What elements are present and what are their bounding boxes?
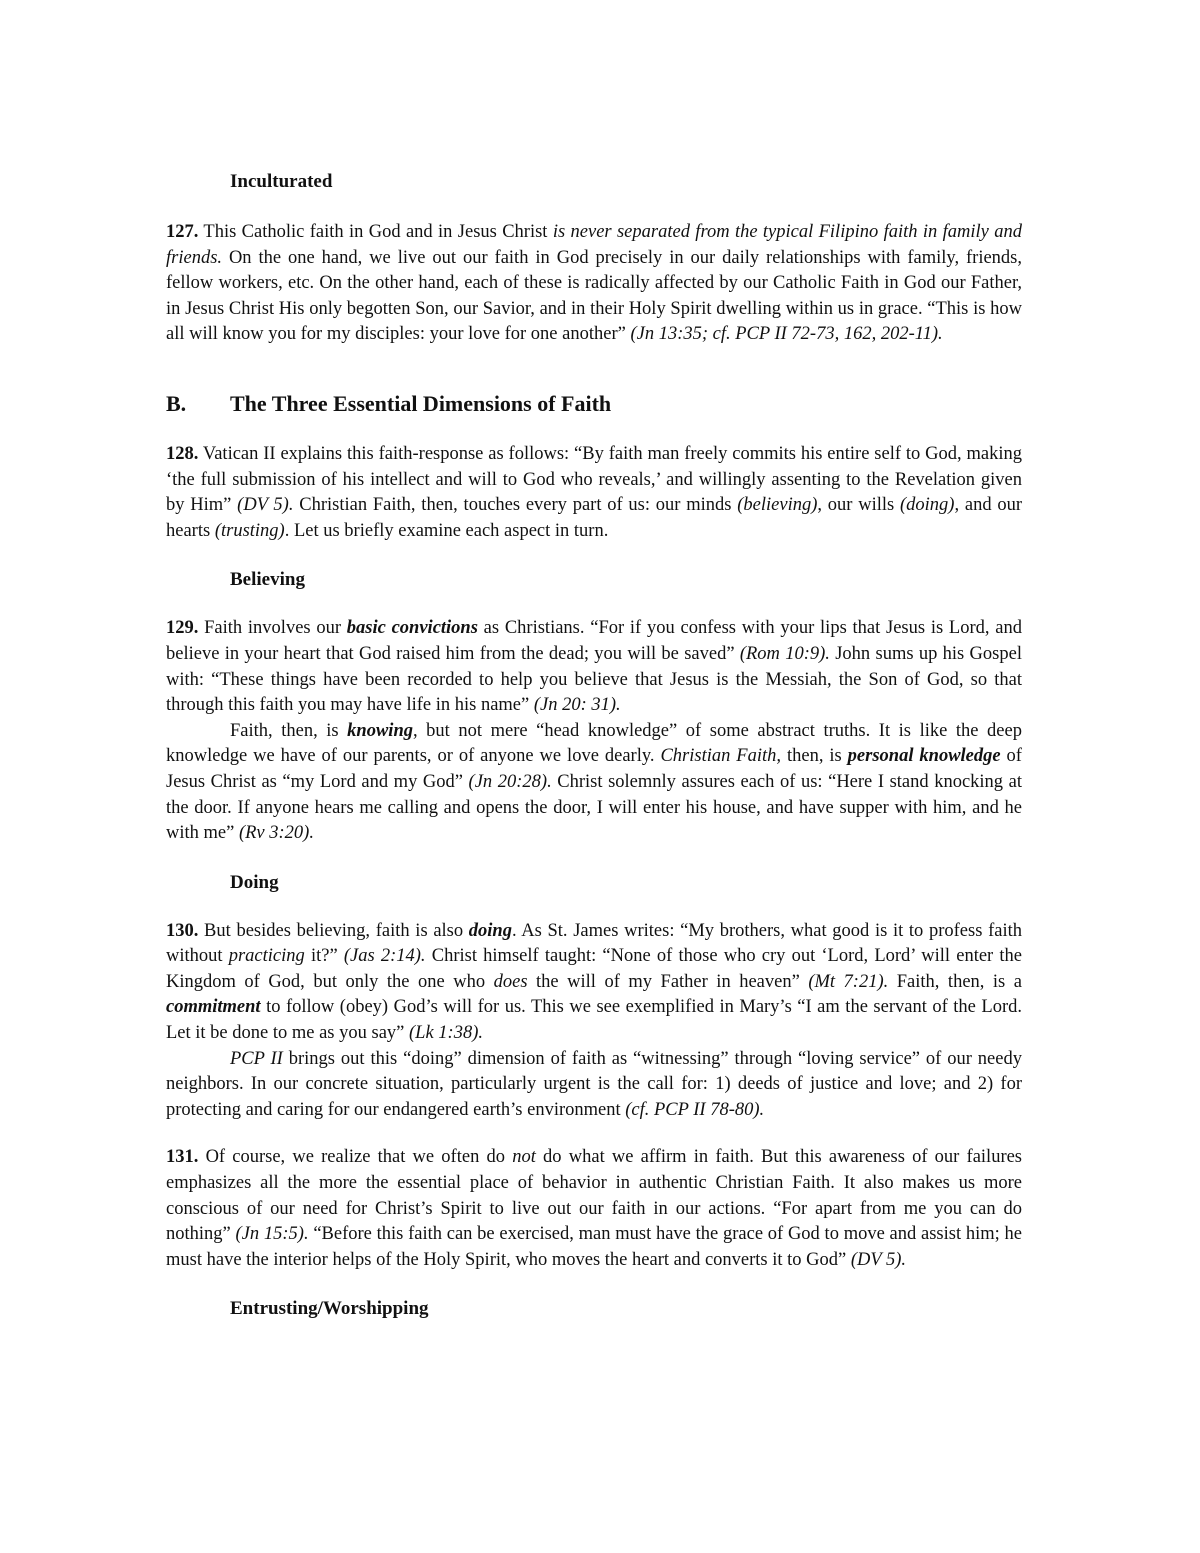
paragraph-129 — [166, 616, 1022, 718]
text: Faith involves our — [198, 618, 347, 639]
paragraph-127 — [166, 220, 1022, 348]
paragraph-number: 131. — [166, 1147, 199, 1168]
text: the will of my Father in heaven” — [527, 971, 809, 992]
subheading-inculturated: Inculturated — [230, 171, 333, 192]
italic-text: not — [512, 1147, 536, 1168]
text: do what we affirm in faith. But this awareness of our failures emphasizes all the more the essential place of behavior in authentic Christian Faith. It also makes us more conscious of our need for Christ’s Spirit to live out our faith in our actions. “For apart from me you can do nothing” — [166, 1147, 1023, 1245]
text: Christ himself taught: “None of those who cry out ‘Lord, Lord’ will enter the Kingdom of God, but only the one who — [166, 946, 1022, 992]
bold-italic-text: doing — [468, 920, 512, 941]
subheading-entrusting-worshipping: Entrusting/Worshipping — [230, 1298, 429, 1320]
text: Faith, then, is — [230, 720, 348, 741]
text: brings out this “doing” dimension of faith as “witnessing” through “loving service” of our needy neighbors. In our concrete situation, particularly urgent is the call for: 1) deeds of justice and love; and 2) for protecting and caring for our endangered earth’s environment — [166, 1048, 1022, 1120]
text: Vatican II explains this faith-response as follows: “By faith man freely commits his entire self to God, making ‘the full submission of his intellect and will to God who reveals,’ and willingly assenting to the Revelation given by Him” — [166, 443, 1022, 516]
text: to follow (obey) God’s will for us. This we see exemplified in Mary’s “I am the servant of the Lord. Let it be done to me as you say” — [166, 997, 1022, 1044]
citation: (Jas 2:14). — [343, 946, 426, 967]
text: Christian Faith, then, touches every part of us: our minds — [293, 495, 738, 516]
paragraph-130 — [166, 919, 1022, 1047]
citation: (Mt 7:21). — [808, 971, 889, 992]
bold-italic-text: commitment — [166, 997, 261, 1018]
text: On the one hand, we live out our faith in God precisely in our daily relationships with family, friends, fellow workers, etc. On the other hand, each of these is radically affected by our Catholic Faith in God our Father, in Jesus Christ His only begotten Son, our Savior, and in their Holy Spirit dwelling within us in grace. “This is how all will know you for my disciples: your love for one another” — [166, 247, 1022, 345]
text: , our wills — [817, 495, 900, 516]
subheading-believing: Believing — [230, 569, 305, 591]
text: This Catholic faith in God and in Jesus Christ — [198, 222, 553, 242]
text: it?” — [304, 946, 344, 967]
citation: (Rv 3:20). — [238, 823, 314, 844]
page-content — [166, 166, 1022, 1323]
italic-text: (doing) — [899, 495, 955, 516]
paragraph-129-continued — [166, 719, 1022, 847]
bold-italic-text: personal knowledge — [847, 746, 1001, 767]
citation: (Lk 1:38). — [409, 1023, 483, 1044]
bold-italic-text: knowing — [347, 720, 413, 741]
text: then, is — [781, 746, 848, 767]
paragraph-number: 130. — [166, 920, 199, 941]
subheading-doing: Doing — [230, 871, 279, 893]
citation: (cf. PCP II 78-80). — [625, 1099, 765, 1120]
paragraph-number: 129. — [166, 618, 199, 639]
citation: (DV 5). — [850, 1249, 907, 1270]
text: as Christians. “For if you confess with your lips that Jesus is Lord, and believe in your heart that God raised him from the dead; you will be saved” — [166, 618, 1022, 664]
paragraph-number: 128. — [166, 443, 199, 464]
text: Of course, we realize that we often do — [198, 1147, 513, 1168]
text: But besides believing, faith is also — [198, 920, 469, 941]
italic-text: (believing) — [737, 495, 818, 516]
citation: (DV 5). — [237, 495, 294, 516]
text: , and our hearts — [166, 495, 1023, 541]
text: . Let us briefly examine each aspect in turn. — [284, 520, 609, 541]
italic-text: Christian Faith, — [660, 746, 782, 767]
bold-italic-text: basic convictions — [346, 618, 478, 639]
text: Christ solemnly assures each of us: “Here I stand knocking at the door. If anyone hears me calling and opens the door, I will enter his house, and have supper with him, and he with me” — [166, 771, 1022, 844]
italic-text: PCP II — [230, 1048, 283, 1069]
italic-text: (trusting) — [214, 520, 285, 541]
citation: (Jn 20:28). — [468, 771, 552, 792]
text: of Jesus Christ as “my Lord and my God” — [166, 746, 1022, 792]
text: , but not mere “head knowledge” of some abstract truths. It is like the deep knowledge we have of our parents, or of anyone we love dearly. — [166, 720, 1022, 767]
italic-text: practicing — [228, 946, 305, 967]
text: . As St. James writes: “My brothers, what good is it to profess faith without — [166, 920, 1022, 967]
citation: (Jn 13:35; cf. PCP II 72-73, 162, 202-11). — [630, 324, 943, 345]
section-letter: B. — [166, 390, 187, 416]
text: John sums up his Gospel with: “These things have been recorded to help you believe that Jesus is the Messiah, the Son of God, so that through this faith you may have life in his name” — [166, 643, 1022, 716]
section-title: The Three Essential Dimensions of Faith — [230, 390, 612, 416]
paragraph-131 — [166, 1145, 1022, 1273]
text: Faith, then, is a — [888, 971, 1022, 992]
citation: (Rom 10:9). — [739, 643, 830, 664]
italic-text: is never separated from the typical Filipino faith in family and friends. — [166, 222, 1022, 268]
section-heading-b — [166, 388, 1022, 420]
italic-text: does — [493, 971, 528, 992]
paragraph-number: 127. — [166, 222, 199, 242]
paragraph-130-continued — [166, 1047, 1022, 1124]
text: “Before this faith can be exercised, man must have the grace of God to move and assist him; he must have the interior helps of the Holy Spirit, who moves the heart and converts it to God” — [166, 1224, 1022, 1270]
paragraph-128 — [166, 442, 1022, 544]
citation: (Jn 20: 31). — [533, 695, 621, 716]
citation: (Jn 15:5). — [235, 1224, 309, 1245]
